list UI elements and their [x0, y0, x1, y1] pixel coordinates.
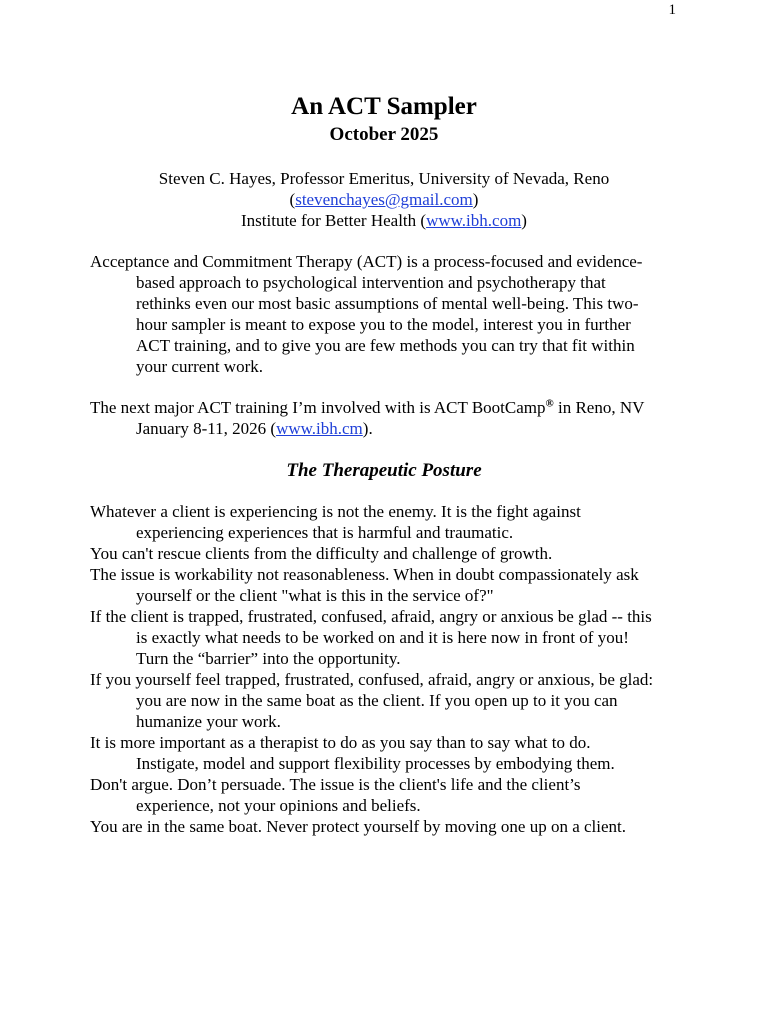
- posture-item-line: You can't rescue clients from the difficulty and challenge of growth.: [90, 544, 553, 563]
- training-text: The next major ACT training I’m involved with is ACT BootCamp: [90, 398, 546, 417]
- email-open-paren: (: [289, 190, 296, 209]
- author-email-line: [0, 189, 768, 210]
- training-suffix: ).: [362, 419, 373, 438]
- intro-paragraph: [90, 251, 680, 377]
- training-location: in Reno, NV: [553, 398, 645, 417]
- posture-item-line: You are in the same boat. Never protect yourself by moving one up on a client.: [90, 817, 626, 836]
- posture-item-continuation: yourself or the client "what is this in the service of?": [136, 586, 494, 605]
- posture-item-line: If the client is trapped, frustrated, confused, afraid, angry or anxious be glad -- this: [90, 607, 652, 626]
- author-block: [0, 168, 768, 231]
- training-paragraph: [90, 397, 680, 439]
- posture-item: [90, 816, 680, 837]
- document-date: October 2025: [329, 124, 439, 145]
- registered-mark: ®: [545, 397, 554, 410]
- posture-item: [90, 606, 680, 669]
- intro-line: rethinks even our most basic assumptions of mental well-being. This two-: [136, 294, 639, 313]
- institute-prefix: Institute for Better Health (: [241, 211, 427, 230]
- posture-item: [90, 774, 680, 816]
- email-link[interactable]: stevenchayes@gmail.com: [295, 190, 473, 209]
- institute-suffix: ): [521, 211, 527, 230]
- posture-item-continuation: experiencing experiences that is harmful and traumatic.: [136, 523, 514, 542]
- posture-item-continuation: Instigate, model and support flexibility processes by embodying them.: [136, 754, 615, 773]
- posture-item: [90, 669, 680, 732]
- intro-line: ACT training, and to give you are few methods you can try that fit within: [136, 336, 635, 355]
- training-date: January 8-11, 2026 (: [136, 419, 277, 438]
- intro-line: based approach to psychological intervention and psychotherapy that: [136, 273, 606, 292]
- posture-item-line: The issue is workability not reasonableness. When in doubt compassionately ask: [90, 565, 639, 584]
- section-title: The Therapeutic Posture: [286, 460, 482, 481]
- author-line: Steven C. Hayes, Professor Emeritus, University of Nevada, Reno: [158, 169, 610, 188]
- training-date-line: [90, 418, 680, 439]
- institute-link[interactable]: www.ibh.com: [426, 211, 522, 230]
- posture-item: [90, 501, 680, 543]
- posture-item: [90, 732, 680, 774]
- posture-item-continuation: humanize your work.: [136, 712, 281, 731]
- posture-item-line: Whatever a client is experiencing is not the enemy. It is the fight against: [90, 502, 581, 521]
- training-line: [90, 397, 680, 418]
- intro-line: hour sampler is meant to expose you to the model, interest you in further: [136, 315, 631, 334]
- posture-list: [90, 501, 680, 837]
- posture-item-continuation: Turn the “barrier” into the opportunity.: [136, 649, 401, 668]
- intro-line: Acceptance and Commitment Therapy (ACT) is a process-focused and evidence-: [90, 252, 643, 271]
- posture-item-line: If you yourself feel trapped, frustrated, confused, afraid, angry or anxious, be glad:: [90, 670, 654, 689]
- intro-line: your current work.: [136, 357, 263, 376]
- page-number: 1: [668, 2, 676, 18]
- posture-item-continuation: you are now in the same boat as the client. If you open up to it you can: [136, 691, 618, 710]
- posture-item: [90, 543, 680, 564]
- institute-line: [0, 210, 768, 231]
- posture-item: [90, 564, 680, 606]
- document-title: An ACT Sampler: [291, 93, 477, 120]
- training-link[interactable]: www.ibh.cm: [276, 419, 363, 438]
- posture-item-continuation: experience, not your opinions and beliefs.: [136, 796, 421, 815]
- posture-item-line: It is more important as a therapist to do as you say than to say what to do.: [90, 733, 591, 752]
- posture-item-line: Don't argue. Don’t persuade. The issue is the client's life and the client’s: [90, 775, 581, 794]
- posture-item-continuation: is exactly what needs to be worked on and it is here now in front of you!: [136, 628, 629, 647]
- email-close-paren: ): [472, 190, 479, 209]
